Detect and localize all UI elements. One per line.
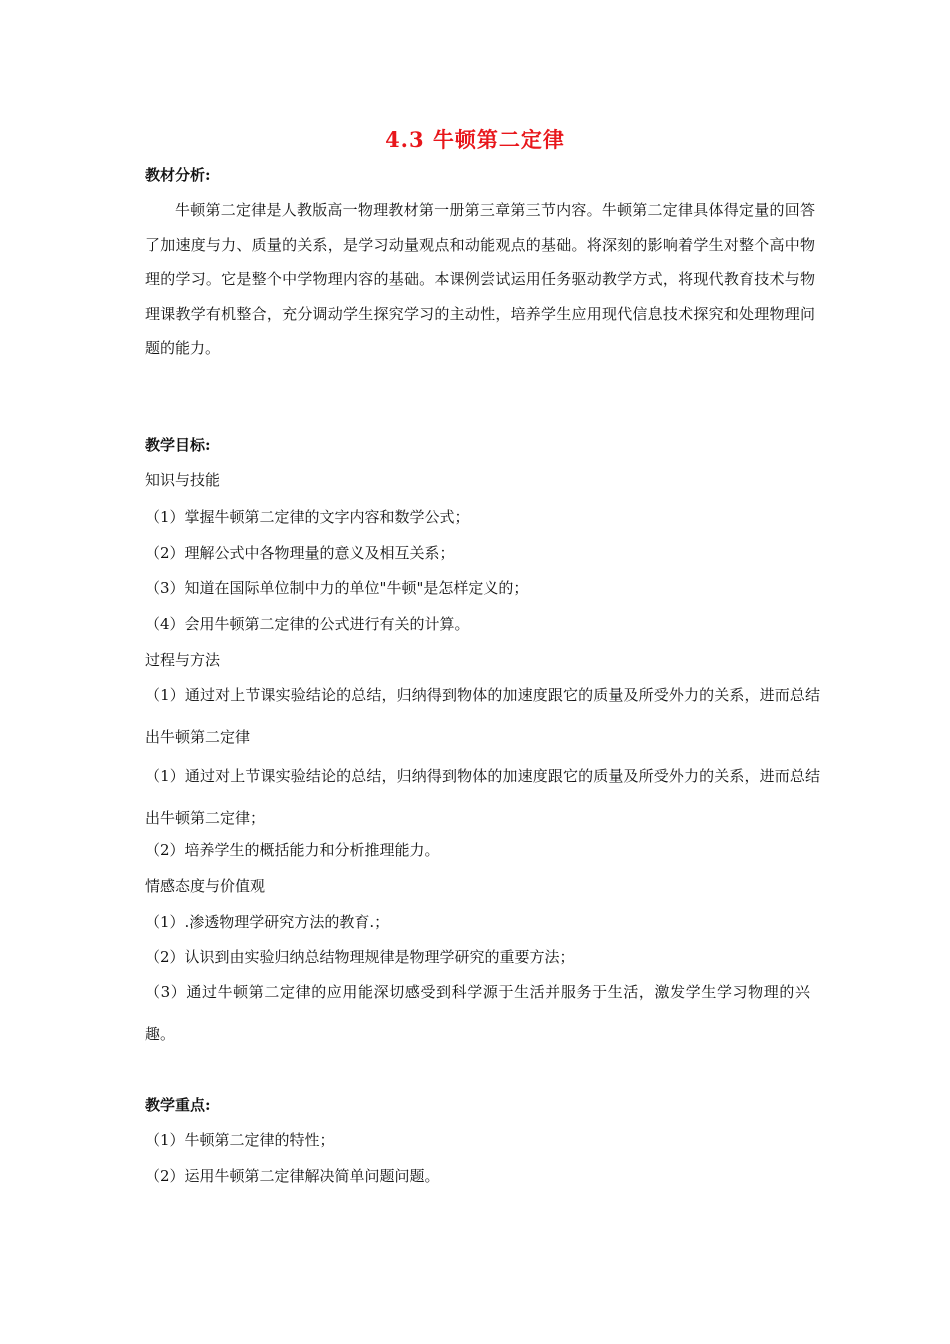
- knowledge-item: （4）会用牛顿第二定律的公式进行有关的计算。: [145, 615, 470, 633]
- document-title: 4.3 牛顿第二定律: [385, 127, 565, 152]
- knowledge-item: （2）理解公式中各物理量的意义及相互关系；: [145, 544, 455, 562]
- key-point-item: （2）运用牛顿第二定律解决简单问题问题。: [145, 1167, 440, 1185]
- process-methods-label: 过程与方法: [145, 651, 221, 669]
- knowledge-skills-label: 知识与技能: [145, 471, 221, 489]
- knowledge-item: （1）掌握牛顿第二定律的文字内容和数学公式；: [145, 508, 470, 526]
- analysis-paragraph: 牛顿第二定律是人教版高一物理教材第一册第三章第三节内容。牛顿第二定律具体得定量的回答了加速度与力、质量的关系，是学习动量观点和动能观点的基础。将深刻的影响着学生对整个高中物理的学习。它是整个中学物理内容的基础。本课例尝试运用任务驱动教学方式，将现代教育技术与物理课教学有机整合，充分调动学生探究学习的主动性，培养学生应用现代信息技术探究和处理物理问题的能力。: [145, 201, 815, 357]
- emotion-item: （2）认识到由实验归纳总结物理规律是物理学研究的重要方法；: [145, 948, 575, 966]
- process-item: （1）通过对上节课实验结论的总结，归纳得到物体的加速度跟它的质量及所受外力的关系，进而总结出牛顿第二定律；: [145, 767, 820, 827]
- process-item: （1）通过对上节课实验结论的总结，归纳得到物体的加速度跟它的质量及所受外力的关系，进而总结出牛顿第二定律: [145, 686, 820, 746]
- emotion-item: （3）通过牛顿第二定律的应用能深切感受到科学源于生活并服务于生活，激发学生学习物理的兴趣。: [145, 983, 810, 1043]
- knowledge-item: （3）知道在国际单位制中力的单位"牛顿"是怎样定义的；: [145, 579, 529, 597]
- process-item: （2）培养学生的概括能力和分析推理能力。: [145, 841, 440, 859]
- emotion-item: （1）.渗透物理学研究方法的教育.；: [145, 913, 390, 931]
- emotion-values-label: 情感态度与价值观: [145, 877, 266, 895]
- key-points-heading: 教学重点:: [145, 1096, 211, 1114]
- key-point-item: （1）牛顿第二定律的特性；: [145, 1131, 335, 1149]
- analysis-heading: 教材分析:: [145, 166, 211, 184]
- objectives-heading: 教学目标:: [145, 436, 211, 454]
